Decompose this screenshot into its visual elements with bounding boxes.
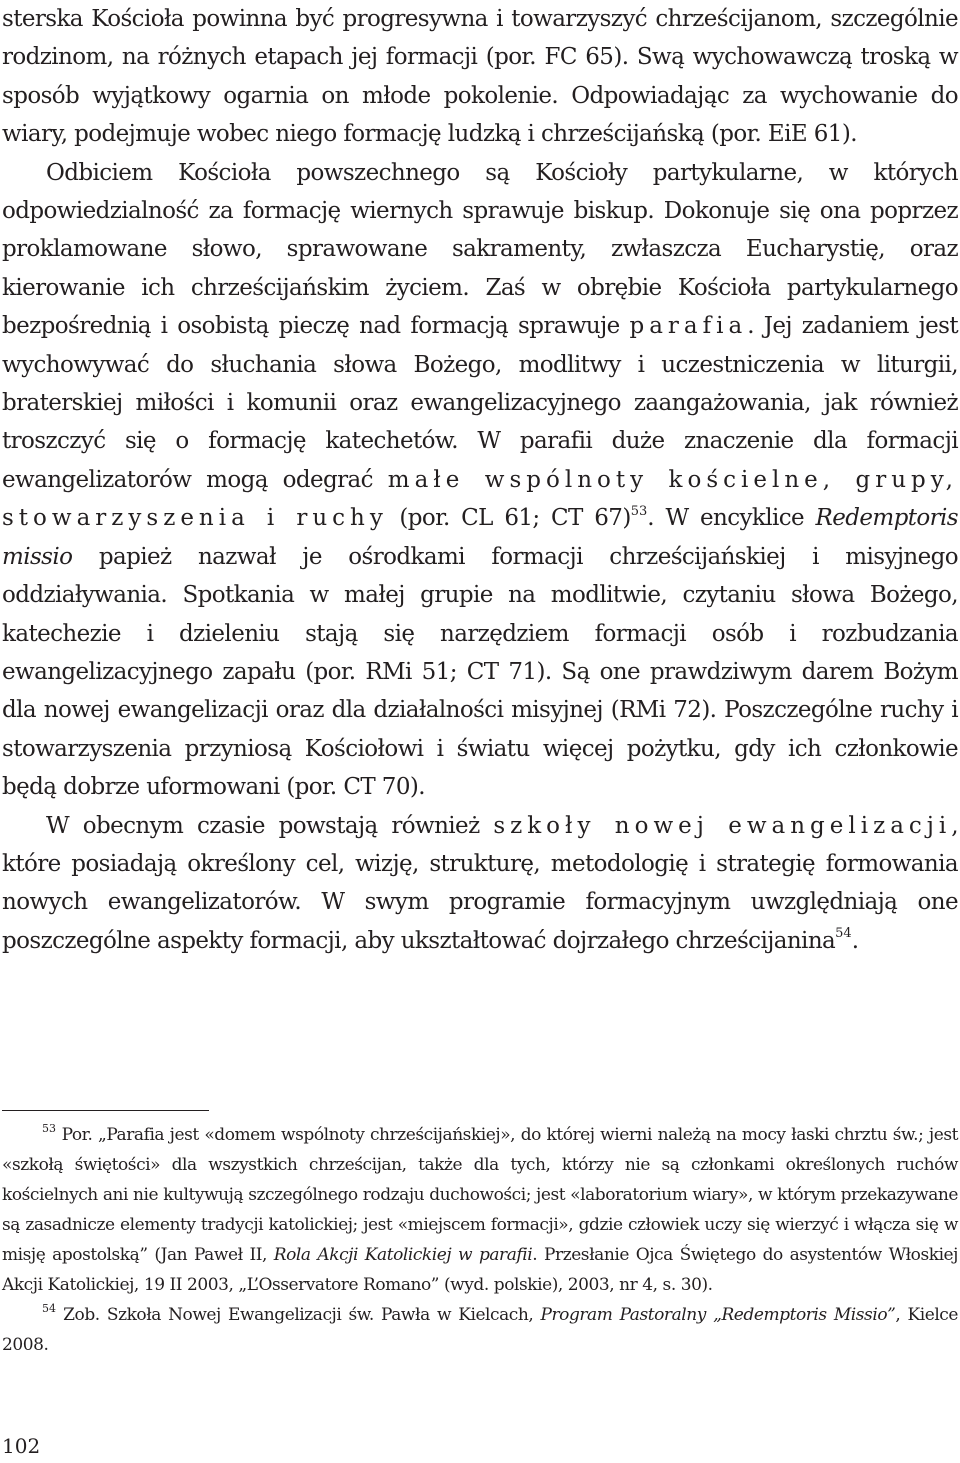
- footnote-53: $^{53}$ Por. „Parafia jest «domem wspólnoty chrześcijańskiej», do której wierni należą na mocy łaski chrztu św.; jest «szkołą świętości» dla wszystkich chrześcijan, także dla tych, którzy nie są członkami określonych ruchów kościelnych ani nie kultywują szczególnego rodzaju duchowości; jest «laboratorium wiary», w którym przekazywane są zasadnicze elementy tradycji katolickiej; jest «miejscem formacji», gdzie człowiek uczy się wierzyć i włącza się w misję apostolską” (Jan Paweł II, Rola Akcji Katolickiej w parafii. Przesłanie Ojca Świętego do asystentów Włoskiej Akcji Katolickiej, 19 II 2003, „L’Osservatore Romano” (wyd. polskie), 2003, nr 4, s. 30).: [2, 1122, 958, 1295]
- page-number: 102: [2, 1434, 41, 1458]
- paragraph-1: sterska Kościoła powinna być progresywna i towarzyszyć chrześcijanom, szczególnie rodzinom, na różnych etapach jej formacji (por. FC 65). Swą wychowawczą troską w sposób wyjątkowy ogarnia on młode pokolenie. Odpowiadając za wychowanie do wiary, podejmuje wobec niego formację ludzką i chrześcijańską (por. EiE 61).: [2, 6, 958, 148]
- italic-title: Redemptoris missio: [2, 505, 958, 570]
- footnote-54: $^{54}$ Zob. Szkoła Nowej Ewangelizacji św. Pawła w Kielcach, Program Pastoralny „Redemptoris Missio”, Kielce 2008.: [2, 1302, 958, 1355]
- footnote-ref-53: 53: [630, 503, 648, 519]
- spaced-emphasis-communities: małe wspólnoty kościelne, grupy, stowarzyszenia i ruchy: [2, 466, 958, 532]
- paragraph-2: Odbiciem Kościoła powszechnego są Kościoły partykularne, w których odpowiedzialność za formację wiernych sprawuje biskup. Dokonuje się ona poprzez proklamowane słowo, sprawowane sakramenty, zwłaszcza Eucharystię, oraz kierowanie ich chrześcijańskim życiem. Zaś w obrębie Kościoła partykularnego bezpośrednią i osobistą pieczę nad formacją sprawuje parafia. Jej zadaniem jest wychowywać do słuchania słowa Bożego, modlitwy i uczestniczenia w liturgii, braterskiej miłości i komunii oraz ewangelizacyjnego zaangażowania, jak również troszczyć się o formację katechetów. W parafii duże znaczenie dla formacji ewangelizatorów mogą odegrać małe wspólnoty kościelne, grupy, stowarzyszenia i ruchy (por. CL 61; CT 67)$^{53}$. W encyklice Redemptoris missio papież nazwał je ośrodkami formacji chrześcijańskiej i misyjnego oddziaływania. Spotkania w małej grupie na modlitwie, czytaniu słowa Bożego, katechezie i dzieleniu stają się narzędziem formacji osób i rozbudzania ewangelizacyjnego zapału (por. RMi 51; CT 71). Są one prawdziwym darem Bożym dla nowej ewangelizacji oraz dla działalności misyjnej (RMi 72). Poszczególne ruchy i stowarzyszenia przyniosą Kościołowi i światu więcej pożytku, gdy ich członkowie będą dobrze uformowani (por. CT 70).: [2, 159, 959, 801]
- spaced-emphasis-schools: szkoły nowej ewangelizacji: [493, 812, 952, 839]
- paragraph-3: W obecnym czasie powstają również szkoły nowej ewangelizacji, które posiadają określony cel, wizję, strukturę, metodologię i strategię formowania nowych ewangelizatorów. W swym programie formacyjnym uwzględniają one poszczególne aspekty formacji, aby ukształtować dojrzałego chrześcijanina$^{54}$.: [2, 812, 958, 954]
- footnotes: [2, 1120, 958, 1360]
- footnote-divider: [2, 1110, 209, 1111]
- main-text: [2, 0, 958, 960]
- footnote-ref-54: 54: [835, 926, 852, 942]
- spaced-emphasis-parafia: parafia: [629, 313, 748, 340]
